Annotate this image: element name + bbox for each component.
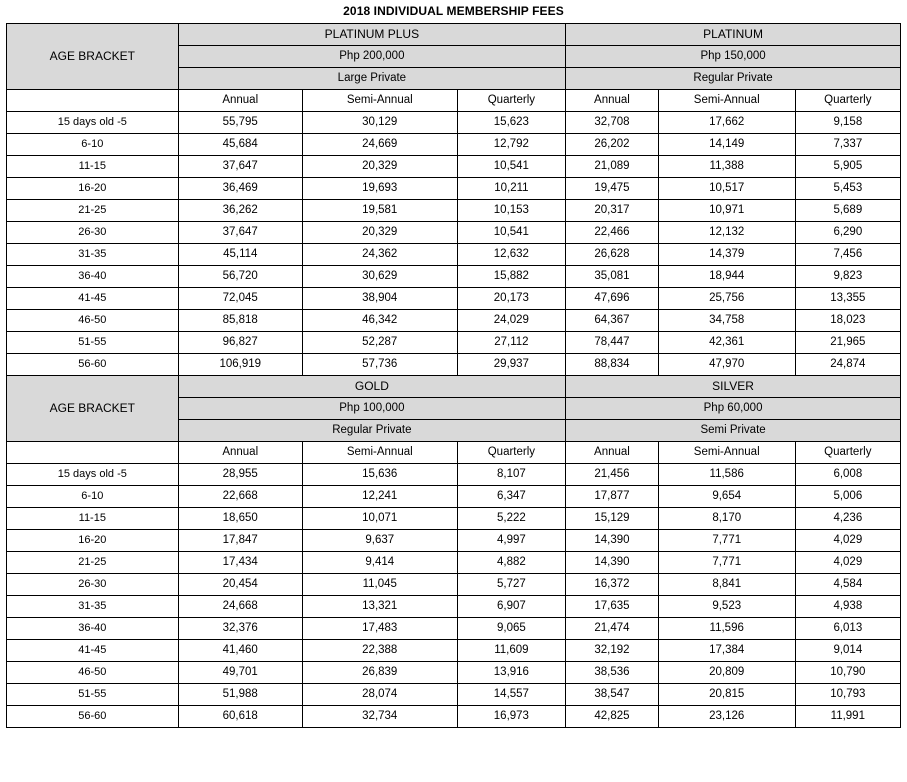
table-row xyxy=(7,156,901,178)
table-row xyxy=(7,332,901,354)
col-semi-annual-platinum: Semi-Annual xyxy=(658,90,795,112)
age-bracket-cell: 11-15 xyxy=(7,156,179,178)
age-bracket-cell: 31-35 xyxy=(7,244,179,266)
fee-cell: 19,581 xyxy=(302,200,457,222)
page-title: 2018 INDIVIDUAL MEMBERSHIP FEES xyxy=(343,4,564,18)
plan-room-gold: Regular Private xyxy=(178,420,566,442)
fee-cell: 17,877 xyxy=(566,486,659,508)
fee-cell: 19,475 xyxy=(566,178,659,200)
fee-cell: 15,636 xyxy=(302,464,457,486)
fee-cell: 96,827 xyxy=(178,332,302,354)
fee-cell: 5,689 xyxy=(795,200,900,222)
fee-cell: 20,317 xyxy=(566,200,659,222)
fee-cell: 30,629 xyxy=(302,266,457,288)
fee-cell: 9,654 xyxy=(658,486,795,508)
fee-cell: 32,376 xyxy=(178,618,302,640)
table-row xyxy=(7,244,901,266)
table-row xyxy=(7,222,901,244)
fee-cell: 29,937 xyxy=(457,354,565,376)
table-row xyxy=(7,662,901,684)
age-bracket-cell: 11-15 xyxy=(7,508,179,530)
fee-cell: 7,771 xyxy=(658,530,795,552)
fee-cell: 10,541 xyxy=(457,222,565,244)
fee-cell: 28,074 xyxy=(302,684,457,706)
fee-cell: 10,790 xyxy=(795,662,900,684)
age-bracket-cell: 56-60 xyxy=(7,354,179,376)
fee-cell: 9,637 xyxy=(302,530,457,552)
fee-cell: 4,029 xyxy=(795,552,900,574)
fee-cell: 7,337 xyxy=(795,134,900,156)
fee-cell: 10,211 xyxy=(457,178,565,200)
fee-cell: 25,756 xyxy=(658,288,795,310)
fee-cell: 13,355 xyxy=(795,288,900,310)
table-row xyxy=(7,486,901,508)
fee-cell: 36,469 xyxy=(178,178,302,200)
col-semi-annual-gold: Semi-Annual xyxy=(302,442,457,464)
table-row xyxy=(7,134,901,156)
fee-cell: 6,013 xyxy=(795,618,900,640)
age-bracket-cell: 41-45 xyxy=(7,288,179,310)
fee-cell: 11,991 xyxy=(795,706,900,728)
age-bracket-cell: 36-40 xyxy=(7,266,179,288)
fee-cell: 17,662 xyxy=(658,112,795,134)
table-row xyxy=(7,640,901,662)
fee-cell: 14,390 xyxy=(566,552,659,574)
plan-amount-gold: Php 100,000 xyxy=(178,398,566,420)
age-bracket-cell: 6-10 xyxy=(7,486,179,508)
age-bracket-cell: 31-35 xyxy=(7,596,179,618)
fee-cell: 4,584 xyxy=(795,574,900,596)
col-quarterly-platinum-plus: Quarterly xyxy=(457,90,565,112)
fee-cell: 35,081 xyxy=(566,266,659,288)
fee-cell: 10,071 xyxy=(302,508,457,530)
table-row xyxy=(7,310,901,332)
fee-cell: 12,632 xyxy=(457,244,565,266)
table-row xyxy=(7,288,901,310)
fee-cell: 10,153 xyxy=(457,200,565,222)
age-bracket-cell: 16-20 xyxy=(7,178,179,200)
fee-cell: 37,647 xyxy=(178,222,302,244)
table-row xyxy=(7,684,901,706)
fee-cell: 32,734 xyxy=(302,706,457,728)
col-annual-gold: Annual xyxy=(178,442,302,464)
fee-cell: 18,023 xyxy=(795,310,900,332)
fee-cell: 13,321 xyxy=(302,596,457,618)
age-bracket-header: AGE BRACKET xyxy=(7,24,179,90)
table-row xyxy=(7,596,901,618)
age-bracket-cell: 41-45 xyxy=(7,640,179,662)
age-bracket-cell: 46-50 xyxy=(7,662,179,684)
fee-cell: 12,792 xyxy=(457,134,565,156)
col-annual-silver: Annual xyxy=(566,442,659,464)
column-header-row xyxy=(7,442,901,464)
fee-cell: 88,834 xyxy=(566,354,659,376)
fee-cell: 38,536 xyxy=(566,662,659,684)
fee-cell: 5,453 xyxy=(795,178,900,200)
fee-cell: 17,635 xyxy=(566,596,659,618)
fee-cell: 11,609 xyxy=(457,640,565,662)
age-bracket-cell: 21-25 xyxy=(7,552,179,574)
fee-cell: 12,132 xyxy=(658,222,795,244)
fee-cell: 37,647 xyxy=(178,156,302,178)
fee-cell: 10,541 xyxy=(457,156,565,178)
age-bracket-cell: 51-55 xyxy=(7,684,179,706)
membership-fees-table xyxy=(6,23,901,728)
fee-cell: 14,379 xyxy=(658,244,795,266)
fee-cell: 72,045 xyxy=(178,288,302,310)
age-bracket-cell: 16-20 xyxy=(7,530,179,552)
fee-cell: 10,793 xyxy=(795,684,900,706)
plan-name-row xyxy=(7,24,901,46)
fee-cell: 24,029 xyxy=(457,310,565,332)
fee-cell: 38,547 xyxy=(566,684,659,706)
table-body xyxy=(7,24,901,728)
fee-cell: 15,882 xyxy=(457,266,565,288)
fee-cell: 42,825 xyxy=(566,706,659,728)
fee-cell: 15,623 xyxy=(457,112,565,134)
fee-cell: 5,905 xyxy=(795,156,900,178)
fee-cell: 51,988 xyxy=(178,684,302,706)
fee-cell: 46,342 xyxy=(302,310,457,332)
table-row xyxy=(7,530,901,552)
fee-cell: 34,758 xyxy=(658,310,795,332)
fee-cell: 26,628 xyxy=(566,244,659,266)
plan-room-platinum: Regular Private xyxy=(566,68,901,90)
fee-cell: 4,882 xyxy=(457,552,565,574)
col-annual-platinum-plus: Annual xyxy=(178,90,302,112)
fee-cell: 14,557 xyxy=(457,684,565,706)
fee-cell: 21,456 xyxy=(566,464,659,486)
plan-name-silver: SILVER xyxy=(566,376,901,398)
fee-cell: 5,222 xyxy=(457,508,565,530)
age-bracket-header: AGE BRACKET xyxy=(7,376,179,442)
fee-cell: 28,955 xyxy=(178,464,302,486)
fee-cell: 6,347 xyxy=(457,486,565,508)
fee-cell: 47,970 xyxy=(658,354,795,376)
fee-cell: 20,329 xyxy=(302,156,457,178)
fee-cell: 17,847 xyxy=(178,530,302,552)
fee-cell: 45,114 xyxy=(178,244,302,266)
fee-cell: 45,684 xyxy=(178,134,302,156)
fee-cell: 47,696 xyxy=(566,288,659,310)
fee-cell: 11,045 xyxy=(302,574,457,596)
col-semi-annual-silver: Semi-Annual xyxy=(658,442,795,464)
fee-cell: 20,329 xyxy=(302,222,457,244)
fee-cell: 64,367 xyxy=(566,310,659,332)
fee-cell: 15,129 xyxy=(566,508,659,530)
fee-cell: 14,149 xyxy=(658,134,795,156)
table-row xyxy=(7,574,901,596)
fee-cell: 19,693 xyxy=(302,178,457,200)
table-row xyxy=(7,508,901,530)
table-row xyxy=(7,464,901,486)
age-bracket-cell: 26-30 xyxy=(7,222,179,244)
fee-cell: 27,112 xyxy=(457,332,565,354)
fee-cell: 20,454 xyxy=(178,574,302,596)
fee-cell: 26,839 xyxy=(302,662,457,684)
fee-cell: 60,618 xyxy=(178,706,302,728)
fee-cell: 17,483 xyxy=(302,618,457,640)
fee-cell: 4,029 xyxy=(795,530,900,552)
age-bracket-cell: 56-60 xyxy=(7,706,179,728)
table-row xyxy=(7,266,901,288)
fee-cell: 52,287 xyxy=(302,332,457,354)
fee-cell: 41,460 xyxy=(178,640,302,662)
fee-cell: 5,006 xyxy=(795,486,900,508)
age-bracket-cell: 26-30 xyxy=(7,574,179,596)
col-annual-platinum: Annual xyxy=(566,90,659,112)
fee-cell: 4,938 xyxy=(795,596,900,618)
fee-cell: 20,809 xyxy=(658,662,795,684)
plan-amount-platinum-plus: Php 200,000 xyxy=(178,46,566,68)
fee-cell: 9,065 xyxy=(457,618,565,640)
fee-cell: 24,874 xyxy=(795,354,900,376)
fee-cell: 14,390 xyxy=(566,530,659,552)
age-bracket-cell: 36-40 xyxy=(7,618,179,640)
fee-cell: 49,701 xyxy=(178,662,302,684)
plan-name-row xyxy=(7,376,901,398)
fee-cell: 85,818 xyxy=(178,310,302,332)
age-bracket-cell: 21-25 xyxy=(7,200,179,222)
spacer-cell xyxy=(7,90,179,112)
col-quarterly-gold: Quarterly xyxy=(457,442,565,464)
fee-cell: 6,907 xyxy=(457,596,565,618)
plan-room-platinum-plus: Large Private xyxy=(178,68,566,90)
fee-cell: 20,173 xyxy=(457,288,565,310)
table-row xyxy=(7,354,901,376)
column-header-row xyxy=(7,90,901,112)
fee-cell: 22,668 xyxy=(178,486,302,508)
fee-cell: 16,372 xyxy=(566,574,659,596)
fee-cell: 9,823 xyxy=(795,266,900,288)
fee-cell: 23,126 xyxy=(658,706,795,728)
fee-cell: 17,384 xyxy=(658,640,795,662)
fee-cell: 57,736 xyxy=(302,354,457,376)
table-row xyxy=(7,178,901,200)
fee-cell: 6,008 xyxy=(795,464,900,486)
fee-cell: 11,388 xyxy=(658,156,795,178)
age-bracket-cell: 46-50 xyxy=(7,310,179,332)
fee-cell: 10,517 xyxy=(658,178,795,200)
age-bracket-cell: 15 days old -5 xyxy=(7,112,179,134)
fee-cell: 106,919 xyxy=(178,354,302,376)
col-quarterly-platinum: Quarterly xyxy=(795,90,900,112)
fee-cell: 18,944 xyxy=(658,266,795,288)
age-bracket-cell: 15 days old -5 xyxy=(7,464,179,486)
fee-cell: 20,815 xyxy=(658,684,795,706)
col-quarterly-silver: Quarterly xyxy=(795,442,900,464)
fee-cell: 38,904 xyxy=(302,288,457,310)
plan-name-platinum: PLATINUM xyxy=(566,24,901,46)
fee-cell: 8,841 xyxy=(658,574,795,596)
fee-cell: 11,586 xyxy=(658,464,795,486)
fee-cell: 24,668 xyxy=(178,596,302,618)
fee-cell: 78,447 xyxy=(566,332,659,354)
plan-room-silver: Semi Private xyxy=(566,420,901,442)
fee-cell: 9,414 xyxy=(302,552,457,574)
fee-cell: 4,997 xyxy=(457,530,565,552)
fee-cell: 9,014 xyxy=(795,640,900,662)
fee-cell: 24,362 xyxy=(302,244,457,266)
fee-cell: 11,596 xyxy=(658,618,795,640)
table-row xyxy=(7,112,901,134)
fee-cell: 6,290 xyxy=(795,222,900,244)
fee-cell: 30,129 xyxy=(302,112,457,134)
plan-amount-silver: Php 60,000 xyxy=(566,398,901,420)
plan-name-platinum-plus: PLATINUM PLUS xyxy=(178,24,566,46)
fee-cell: 32,708 xyxy=(566,112,659,134)
fee-cell: 5,727 xyxy=(457,574,565,596)
fee-cell: 21,965 xyxy=(795,332,900,354)
fee-cell: 24,669 xyxy=(302,134,457,156)
fee-cell: 18,650 xyxy=(178,508,302,530)
fee-cell: 13,916 xyxy=(457,662,565,684)
fee-cell: 7,771 xyxy=(658,552,795,574)
fee-cell: 21,089 xyxy=(566,156,659,178)
fee-cell: 36,262 xyxy=(178,200,302,222)
age-bracket-cell: 51-55 xyxy=(7,332,179,354)
fee-cell: 9,523 xyxy=(658,596,795,618)
fee-cell: 56,720 xyxy=(178,266,302,288)
spacer-cell xyxy=(7,442,179,464)
fee-cell: 42,361 xyxy=(658,332,795,354)
fee-cell: 22,388 xyxy=(302,640,457,662)
age-bracket-cell: 6-10 xyxy=(7,134,179,156)
fee-cell: 10,971 xyxy=(658,200,795,222)
plan-amount-platinum: Php 150,000 xyxy=(566,46,901,68)
fee-cell: 8,107 xyxy=(457,464,565,486)
fee-cell: 26,202 xyxy=(566,134,659,156)
fee-cell: 17,434 xyxy=(178,552,302,574)
col-semi-annual-platinum-plus: Semi-Annual xyxy=(302,90,457,112)
fee-cell: 21,474 xyxy=(566,618,659,640)
table-row xyxy=(7,200,901,222)
fee-cell: 55,795 xyxy=(178,112,302,134)
fee-cell: 8,170 xyxy=(658,508,795,530)
fee-cell: 22,466 xyxy=(566,222,659,244)
fee-cell: 4,236 xyxy=(795,508,900,530)
table-row xyxy=(7,552,901,574)
fee-cell: 32,192 xyxy=(566,640,659,662)
plan-name-gold: GOLD xyxy=(178,376,566,398)
fee-cell: 16,973 xyxy=(457,706,565,728)
fee-cell: 12,241 xyxy=(302,486,457,508)
fee-cell: 7,456 xyxy=(795,244,900,266)
table-row xyxy=(7,706,901,728)
table-row xyxy=(7,618,901,640)
fee-cell: 9,158 xyxy=(795,112,900,134)
